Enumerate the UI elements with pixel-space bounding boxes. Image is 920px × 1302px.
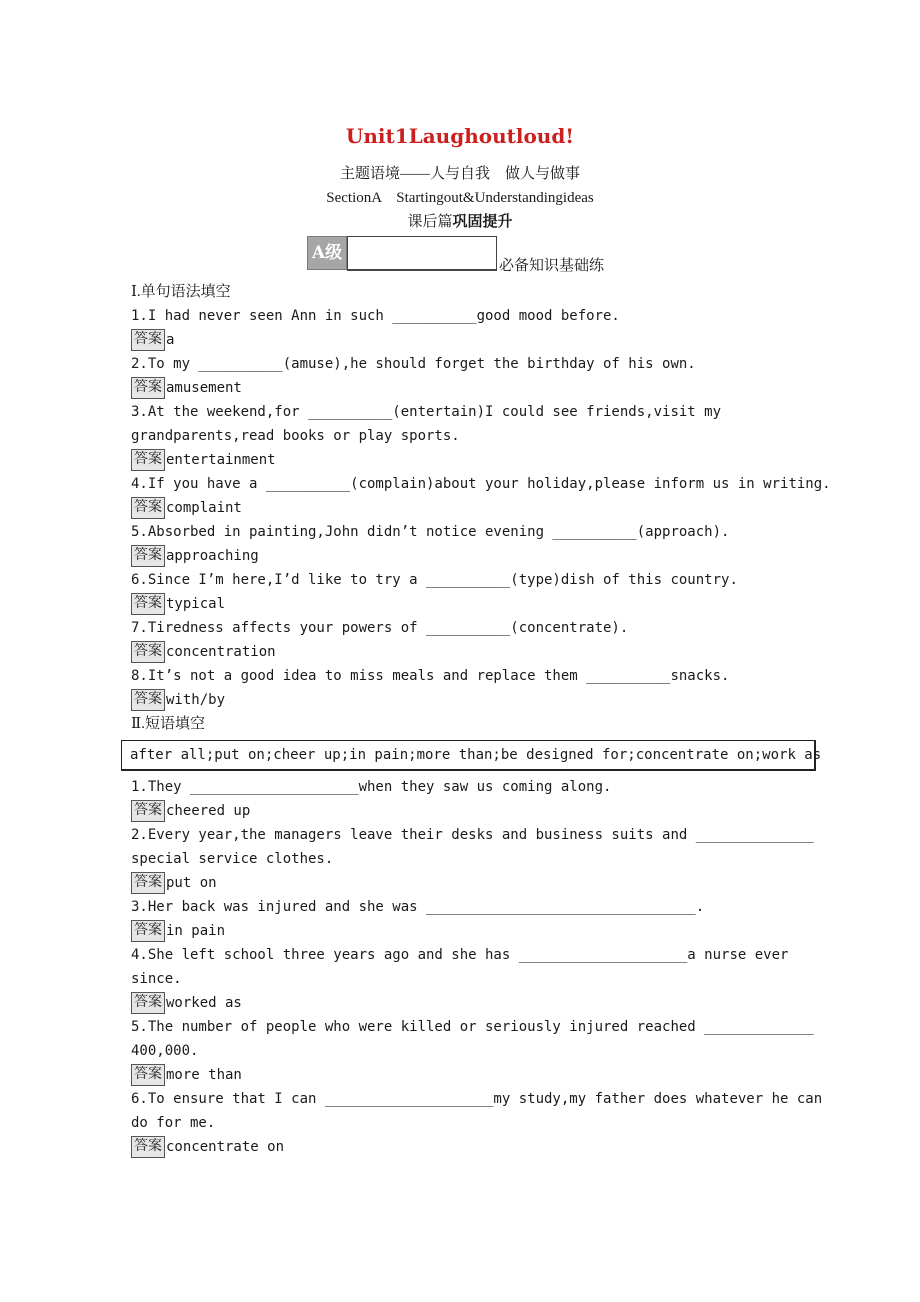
answer-row	[131, 328, 801, 352]
answer-text: a	[166, 332, 175, 348]
answer-row	[131, 1063, 801, 1087]
course-bold: 巩固提升	[452, 214, 513, 230]
level-badge: A级	[307, 236, 347, 270]
answer-text: more than	[166, 1067, 242, 1083]
question-text: 4.She left school three years ago and she has ____________________a nurse ever	[131, 947, 789, 963]
question-text: 1.I had never seen Ann in such __________good mood before.	[131, 308, 620, 324]
question-text: 6.Since I’m here,I’d like to try a __________(type)dish of this country.	[131, 572, 738, 588]
answer-text: concentration	[166, 644, 276, 660]
answer-tag: 答案	[131, 992, 165, 1014]
answer-tag: 答案	[131, 329, 165, 351]
question-item	[131, 1015, 814, 1087]
answer-tag: 答案	[131, 1136, 165, 1158]
question-text: do for me.	[131, 1115, 216, 1131]
question-item	[131, 568, 801, 616]
question-text: 8.It’s not a good idea to miss meals and replace them __________snacks.	[131, 668, 730, 684]
question-text: 3.Her back was injured and she was ________________________________.	[131, 899, 705, 915]
answer-row	[131, 871, 801, 895]
answer-text: approaching	[166, 548, 259, 564]
question-item	[131, 616, 801, 664]
answer-text: worked as	[166, 995, 242, 1011]
question-text: 4.If you have a __________(complain)about your holiday,please inform us in writing.	[131, 476, 831, 492]
answer-tag: 答案	[131, 449, 165, 471]
answer-text: in pain	[166, 923, 226, 939]
answer-text: cheered up	[166, 803, 251, 819]
question-text: 5.The number of people who were killed or seriously injured reached _____________	[131, 1019, 814, 1035]
part2-list	[131, 775, 823, 1159]
answer-tag: 答案	[131, 800, 165, 822]
question-text: special service clothes.	[131, 851, 334, 867]
answer-row	[131, 919, 801, 943]
level-label: 必备知识基础练	[499, 258, 605, 274]
answer-tag: 答案	[131, 1064, 165, 1086]
question-text: 7.Tiredness affects your powers of __________(concentrate).	[131, 620, 629, 636]
question-item	[131, 664, 801, 712]
answer-text: entertainment	[166, 452, 276, 468]
question-item	[131, 775, 801, 823]
answer-text: with/by	[166, 692, 226, 708]
answer-tag: 答案	[131, 545, 165, 567]
theme-subtitle: 主题语境——人与自我 做人与做事	[339, 166, 580, 182]
question-text: since.	[131, 971, 182, 987]
question-text: 400,000.	[131, 1043, 199, 1059]
answer-tag: 答案	[131, 497, 165, 519]
question-text: grandparents,read books or play sports.	[131, 428, 460, 444]
question-item	[131, 895, 801, 943]
answer-row	[131, 688, 801, 712]
page-title: Unit1Laughoutloud!	[345, 124, 575, 148]
answer-tag: 答案	[131, 377, 165, 399]
answer-text: typical	[166, 596, 226, 612]
question-text: 3.At the weekend,for __________(entertain)I could see friends,visit my	[131, 404, 722, 420]
answer-tag: 答案	[131, 641, 165, 663]
question-item	[131, 1087, 823, 1159]
answer-row	[131, 592, 801, 616]
answer-row	[131, 496, 801, 520]
question-text: 2.Every year,the managers leave their desks and business suits and ______________	[131, 827, 814, 843]
part1-heading: Ⅰ.单句语法填空	[131, 284, 231, 300]
answer-row	[131, 991, 801, 1015]
question-text: 5.Absorbed in painting,John didn’t notice evening __________(approach).	[131, 524, 730, 540]
phrase-bank: after all;put on;cheer up;in pain;more than;be designed for;concentrate on;work as	[121, 740, 816, 771]
answer-tag: 答案	[131, 689, 165, 711]
question-item	[131, 472, 831, 520]
question-text: 6.To ensure that I can ____________________my study,my father does whatever he can	[131, 1091, 823, 1107]
answer-row	[131, 640, 801, 664]
answer-text: put on	[166, 875, 217, 891]
exercise-content	[130, 280, 831, 1159]
question-item	[131, 943, 801, 1015]
course-subtitle	[0, 210, 920, 231]
part2-heading: Ⅱ.短语填空	[131, 716, 205, 732]
level-badge-box	[347, 236, 497, 271]
answer-tag: 答案	[131, 920, 165, 942]
answer-tag: 答案	[131, 593, 165, 615]
question-item	[131, 400, 801, 472]
section-subtitle: SectionA Startingout&Understandingideas	[326, 190, 594, 206]
question-text: 2.To my __________(amuse),he should forget the birthday of his own.	[131, 356, 696, 372]
answer-text: amusement	[166, 380, 242, 396]
answer-tag: 答案	[131, 872, 165, 894]
answer-text: concentrate on	[166, 1139, 285, 1155]
part1-list	[131, 304, 831, 712]
question-item	[131, 304, 801, 352]
answer-row	[131, 544, 801, 568]
course-prefix: 课后篇	[407, 214, 453, 230]
answer-text: complaint	[166, 500, 242, 516]
question-item	[131, 352, 801, 400]
question-item	[131, 520, 801, 568]
answer-row	[131, 376, 801, 400]
answer-row	[131, 1135, 801, 1159]
answer-row	[131, 799, 801, 823]
question-text: 1.They ____________________when they saw us coming along.	[131, 779, 612, 795]
answer-row	[131, 448, 801, 472]
question-item	[131, 823, 814, 895]
